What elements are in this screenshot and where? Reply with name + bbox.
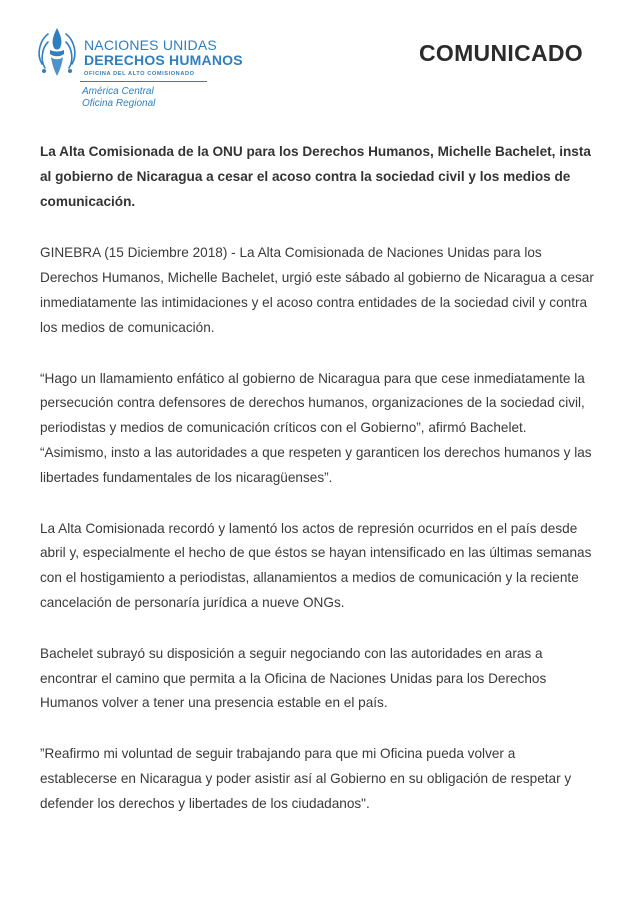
org-name-line3: OFICINA DEL ALTO COMISIONADO xyxy=(84,71,195,77)
regional-office xyxy=(82,86,155,110)
un-human-rights-emblem-icon xyxy=(34,24,80,82)
headline: La Alta Comisionada de la ONU para los Derechos Humanos, Michelle Bachelet, insta al gobierno de Nicaragua a cesar el acoso contra la sociedad civil y los medios de comunicación. xyxy=(40,144,591,209)
paragraph: La Alta Comisionada recordó y lamentó los actos de represión ocurridos en el país desde abril y, especialmente el hecho de que éstos se hayan intensificado en las últimas semanas con el hostigamiento a periodistas, allanamientos a medios de comunicación y la reciente cancelación de personaría jurídica a nueve ONGs. xyxy=(40,520,592,610)
organization-wordmark xyxy=(84,38,243,78)
press-release-body xyxy=(40,140,596,843)
org-name-line1: NACIONES UNIDAS xyxy=(84,37,217,53)
region-line2: Oficina Regional xyxy=(82,98,156,109)
document-type-title: COMUNICADO xyxy=(419,40,583,66)
paragraph: “Hago un llamamiento enfático al gobierno de Nicaragua para que cese inmediatamente la persecución contra defensores de derechos humanos, organizaciones de la sociedad civil, periodistas y medios de comunicación críticos con el Gobierno”, afirmó Bachelet. “Asimismo, insto a las autoridades a que respeten y garanticen los derechos humanos y las libertades fundamentales de los nicaragüenses”. xyxy=(40,370,592,485)
letterhead xyxy=(0,0,636,125)
org-name-line2: DERECHOS HUMANOS xyxy=(84,52,243,68)
paragraph: Bachelet subrayó su disposición a seguir negociando con las autoridades en aras a encontrar el camino que permita a la Oficina de Naciones Unidas para los Derechos Humanos volver a tener una presencia estable en el país. xyxy=(40,645,547,711)
logo-divider xyxy=(80,81,207,82)
paragraph: GINEBRA (15 Diciembre 2018) - La Alta Comisionada de Naciones Unidas para los Derechos Humanos, Michelle Bachelet, urgió este sábado al gobierno de Nicaragua a cesar inmediatamente las intimidaciones y el acoso contra entidades de la sociedad civil y contra los medios de comunicación. xyxy=(40,245,594,335)
paragraph: ”Reafirmo mi voluntad de seguir trabajando para que mi Oficina pueda volver a establecerse en Nicaragua y poder asistir así al Gobierno en su obligación de respetar y defender los derechos y libertades de los ciudadanos". xyxy=(40,746,572,811)
region-line1: América Central xyxy=(82,86,154,97)
